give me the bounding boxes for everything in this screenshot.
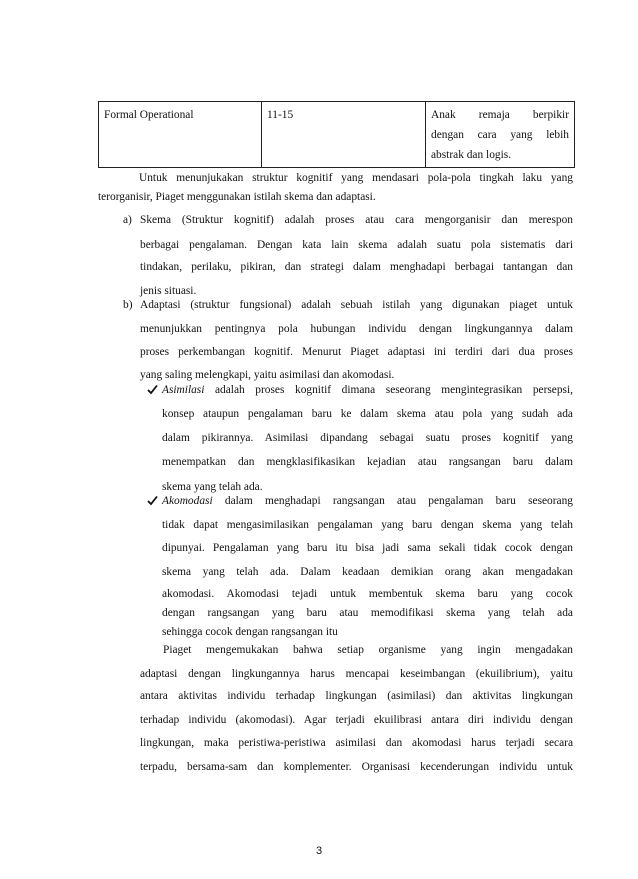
description-line: Anak remaja berpikir <box>431 109 569 121</box>
age-range: 11-15 <box>267 109 294 121</box>
item-a-line: Skema (Struktur kognitif) adalah proses atau cara mengorganisir dan merespon <box>140 214 573 226</box>
checkmark-icon <box>147 495 158 506</box>
akomodasi-line: sehingga cocok dengan rangsangan itu <box>162 626 338 638</box>
akomodasi-line: tidak dapat mengasimilasikan pengalaman yang baru dengan skema yang telah <box>162 519 573 531</box>
item-a-line: tindakan, perilaku, pikiran, dan strategi dalam menghadapi berbagai tantangan dan <box>140 261 573 273</box>
akomodasi-line <box>162 494 573 508</box>
akomodasi-term: Akomodasi <box>162 495 213 507</box>
list-marker-b: b) <box>123 299 133 311</box>
list-marker-a: a) <box>123 214 132 226</box>
item-b-line: proses perkembangan kognitif. Menurut Piaget adaptasi ini terdiri dari dua proses <box>140 346 573 358</box>
item-b-line: menunjukkan pentingnya pola hubungan individu dengan lingkungannya dalam <box>140 323 573 335</box>
description-line: abstrak dan logis. <box>431 149 512 161</box>
intro-line: Untuk menunjukakan struktur kognitif yang mendasari pola-pola tingkah laku yang <box>139 172 573 184</box>
closing-line: Piaget mengemukakan bahwa setiap organisme yang ingin mengadakan <box>163 644 573 656</box>
description-line: dengan cara yang lebih <box>431 129 569 141</box>
checkmark-icon <box>147 384 158 395</box>
closing-line: terhadap individu (akomodasi). Agar terjadi ekuilibrasi antara diri individu dengan <box>140 714 573 726</box>
akomodasi-line: akomodasi. Akomodasi tejadi untuk membentuk skema baru yang cocok <box>162 588 573 600</box>
asimilasi-term: Asimilasi <box>162 384 205 396</box>
page-number: 3 <box>315 845 323 857</box>
closing-line: antara aktivitas individu terhadap lingkungan (asimilasi) dan aktivitas lingkungan <box>140 690 573 702</box>
akomodasi-line: skema yang telah ada. Dalam keadaan demikian orang akan mengadakan <box>162 566 573 578</box>
asimilasi-line: skema yang telah ada. <box>162 481 263 493</box>
asimilasi-first-rest: adalah proses kognitif dimana seseorang mengintegrasikan persepsi, <box>204 384 573 396</box>
stage-name: Formal Operational <box>104 109 194 121</box>
closing-line: lingkungan, maka peristiwa-peristiwa asimilasi dan akomodasi harus terjadi secara <box>140 737 573 749</box>
cognitive-stage-table <box>98 101 575 168</box>
age-cell <box>262 102 426 168</box>
item-b-line: yang saling melengkapi, yaitu asimilasi dan akomodasi. <box>140 369 395 381</box>
table-row <box>99 102 575 168</box>
closing-line: adaptasi dengan lingkungannya harus mencapai keseimbangan (ekuilibrium), yaitu <box>140 668 573 680</box>
stage-cell <box>99 102 262 168</box>
akomodasi-line: dengan rangsangan yang baru atau memodifikasi skema yang telah ada <box>162 607 573 619</box>
description-cell <box>426 102 575 168</box>
item-a-line: berbagai pengalaman. Dengan kata lain skema adalah suatu pola sistematis dari <box>140 239 573 251</box>
closing-line: terpadu, bersama-sam dan komplementer. Organisasi kecenderungan individu untuk <box>140 761 573 773</box>
akomodasi-first-rest: dalam menghadapi rangsangan atau pengalaman baru seseorang <box>212 495 573 507</box>
asimilasi-line: dalam pikirannya. Asimilasi dipandang sebagai suatu proses kognitif yang <box>162 432 573 444</box>
akomodasi-line: dipunyai. Pengalaman yang baru itu bisa jadi sama sekali tidak cocok dengan <box>162 542 573 554</box>
item-b-line: Adaptasi (struktur fungsional) adalah sebuah istilah yang digunakan piaget untuk <box>140 299 573 311</box>
item-a-line: jenis situasi. <box>140 285 197 297</box>
asimilasi-line <box>162 383 573 397</box>
asimilasi-line: konsep ataupun pengalaman baru ke dalam skema atau pola yang sudah ada <box>162 408 573 420</box>
asimilasi-line: menempatkan dan mengklasifikasikan kejadian atau rangsangan baru dalam <box>162 456 573 468</box>
intro-line: terorganisir, Piaget menggunakan istilah skema dan adaptasi. <box>98 191 376 203</box>
